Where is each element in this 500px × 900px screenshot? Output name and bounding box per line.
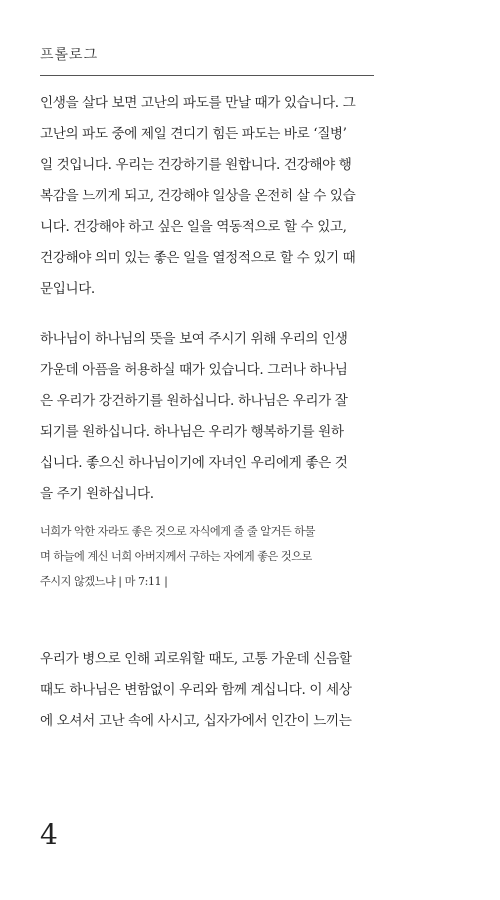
text-line: 때도 하나님은 변함없이 우리와 함께 계십니다. 이 세상: [40, 682, 352, 698]
paragraph-2: [40, 324, 376, 510]
text-line: 우리가 병으로 인해 괴로워할 때도, 고통 가운데 신음할: [40, 651, 352, 667]
text-line: 에 오셔서 고난 속에 사시고, 십자가에서 인간이 느끼는: [40, 713, 352, 729]
text-line: 건강해야 의미 있는 좋은 일을 열정적으로 할 수 있기 때: [40, 250, 356, 266]
text-line: 인생을 살다 보면 고난의 파도를 만날 때가 있습니다. 그: [40, 95, 356, 111]
text-line: 복감을 느끼게 되고, 건강해야 일상을 온전히 살 수 있습: [40, 188, 356, 204]
text-line: 을 주기 원하십니다.: [40, 486, 154, 502]
paragraph-1: [40, 88, 376, 305]
page-number: 4: [40, 818, 58, 851]
quote-line: 주시지 않겠느냐 | 마 7:11 |: [40, 575, 168, 588]
text-line: 가운데 아픔을 허용하실 때가 있습니다. 그러나 하나님: [40, 362, 348, 378]
text-line: 일 것입니다. 우리는 건강하기를 원합니다. 건강해야 행: [40, 157, 352, 173]
text-line: 되기를 원하십니다. 하나님은 우리가 행복하기를 원하: [40, 424, 344, 440]
paragraph-3: [40, 644, 376, 737]
scripture-quote: [40, 519, 376, 594]
text-line: 하나님이 하나님의 뜻을 보여 주시기 위해 우리의 인생: [40, 331, 348, 347]
text-line: 니다. 건강해야 하고 싶은 일을 역동적으로 할 수 있고,: [40, 219, 347, 235]
header-divider: [40, 75, 374, 76]
quote-line: 며 하늘에 계신 너희 아버지께서 구하는 자에게 좋은 것으로: [40, 550, 312, 563]
text-line: 문입니다.: [40, 281, 95, 297]
text-line: 고난의 파도 중에 제일 견디기 힘든 파도는 바로 ‘질병’: [40, 126, 347, 142]
quote-line: 너희가 악한 자라도 좋은 것으로 자식에게 줄 줄 알거든 하물: [40, 525, 315, 538]
section-title: 프롤로그: [40, 47, 99, 63]
text-line: 십니다. 좋으신 하나님이기에 자녀인 우리에게 좋은 것: [40, 455, 348, 471]
text-line: 은 우리가 강건하기를 원하십니다. 하나님은 우리가 잘: [40, 393, 348, 409]
